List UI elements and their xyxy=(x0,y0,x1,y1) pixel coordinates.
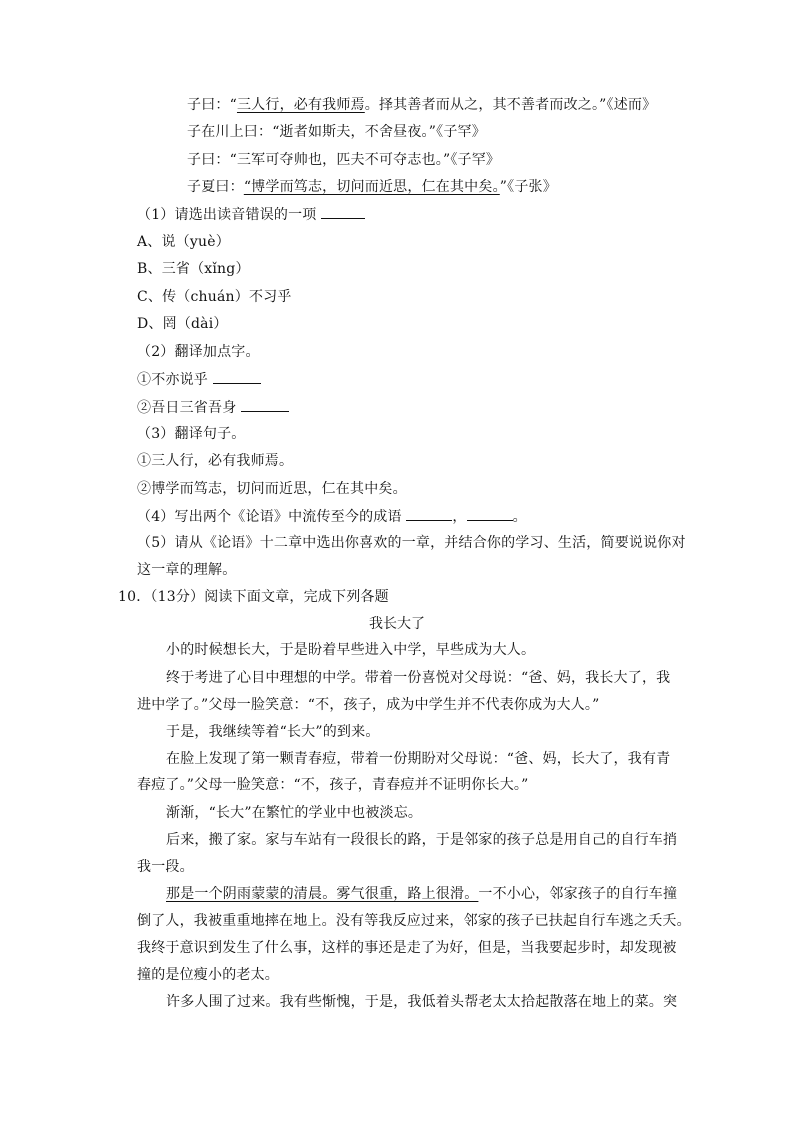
quote-line-3: 子曰：“三军可夺帅也，匹夫不可夺志也。”《子罕》 xyxy=(187,152,501,168)
quote-4-prefix: 子夏曰： xyxy=(187,179,244,195)
article-line xyxy=(166,884,677,904)
answer-blank[interactable] xyxy=(241,397,289,412)
quote-1-rest: 。择其善者而从之，其不善者而改之。”《述而》 xyxy=(364,97,657,113)
article-line: 许多人围了过来。我有些惭愧，于是，我低着头帮老太太拾起散落在地上的菜。突 xyxy=(166,994,678,1010)
article-line: 我一段。 xyxy=(137,859,194,875)
question-5-line-2: 这一章的理解。 xyxy=(137,562,237,578)
answer-blank[interactable] xyxy=(467,506,513,521)
question-4 xyxy=(137,506,527,526)
question-2-item-1 xyxy=(137,369,261,389)
article-line: 我终于意识到发生了什么事，这样的事还是走了为好，但是，当我要起步时，却发现被 xyxy=(137,940,677,956)
question-1 xyxy=(137,204,365,224)
article-line: 倒了人，我被重重地摔在地上。没有等我反应过来，邻家的孩子已扶起自行车逃之夭夭。 xyxy=(137,913,691,929)
article-line: 小的时候想长大，于是盼着早些进入中学，早些成为大人。 xyxy=(166,642,536,658)
article-line-rest: 一不小心，邻家孩子的自行车撞 xyxy=(478,886,678,902)
question-5-line-1: （5）请从《论语》十二章中选出你喜欢的一章，并结合你的学习、生活，简要说说你对 xyxy=(137,535,686,551)
question-1-label: （1）请选出读音错误的一项 xyxy=(137,207,317,223)
article-underlined-sentence: 那是一个阴雨蒙蒙的清晨。雾气很重，路上很滑。 xyxy=(166,886,479,902)
quote-4-rest: ”《子张》 xyxy=(499,179,557,195)
quote-line-2: 子在川上曰：“逝者如斯夫，不舍昼夜。”《子罕》 xyxy=(187,124,486,140)
article-line: 春痘了。”父母一脸笑意：“不，孩子，青春痘并不证明你长大。” xyxy=(137,777,529,793)
option-b: B、三省（xǐng） xyxy=(137,261,250,277)
question-4-separator: ， xyxy=(452,509,467,525)
article-line: 在脸上发现了第一颗青春痘，带着一份期盼对父母说：“爸、妈，长大了，我有青 xyxy=(166,751,671,767)
quote-line-4 xyxy=(187,177,557,197)
article-line: 撞的是位瘦小的老太。 xyxy=(137,967,279,983)
option-c: C、传（chuán）不习乎 xyxy=(137,289,292,305)
quote-1-prefix: 子曰：“ xyxy=(187,97,237,113)
answer-blank[interactable] xyxy=(406,506,452,521)
answer-blank[interactable] xyxy=(321,204,365,219)
question-2-label: （2）翻译加点字。 xyxy=(137,344,260,360)
quote-4-underlined: “博学而笃志，切问而近思，仁在其中矣。 xyxy=(243,179,500,195)
answer-blank[interactable] xyxy=(213,369,261,384)
option-d: D、罔（dài） xyxy=(137,316,228,332)
article-line: 于是，我继续等着“长大”的到来。 xyxy=(166,724,380,740)
article-line: 终于考进了心目中理想的中学。带着一份喜悦对父母说：“爸、妈，我长大了，我 xyxy=(166,670,671,686)
quote-1-underlined: 三人行，必有我师焉 xyxy=(236,97,365,113)
question-3-item-1: ①三人行，必有我师焉。 xyxy=(137,453,294,469)
quote-line-1 xyxy=(187,95,656,115)
section-10-header: 10．（13分）阅读下面文章，完成下列各题 xyxy=(118,589,389,605)
question-2-item-2-text: ②吾日三省吾身 xyxy=(137,400,237,416)
article-line: 后来，搬了家。家与车站有一段很长的路，于是邻家的孩子总是用自己的自行车捎 xyxy=(166,832,678,848)
question-4-end: 。 xyxy=(512,509,527,525)
option-a: A、说（yuè） xyxy=(137,234,230,250)
question-3-label: （3）翻译句子。 xyxy=(137,426,246,442)
question-2-item-2 xyxy=(137,397,289,417)
article-title: 我长大了 xyxy=(369,616,425,632)
question-3-item-2: ②博学而笃志，切问而近思，仁在其中矣。 xyxy=(137,481,407,497)
article-line: 进中学了。”父母一脸笑意：“不，孩子，成为中学生并不代表你成为大人。” xyxy=(137,697,600,713)
article-line: 渐渐，“长大”在繁忙的学业中也被淡忘。 xyxy=(166,805,423,821)
question-4-label: （4）写出两个《论语》中流传至今的成语 xyxy=(137,509,402,525)
question-2-item-1-text: ①不亦说乎 xyxy=(137,372,208,388)
